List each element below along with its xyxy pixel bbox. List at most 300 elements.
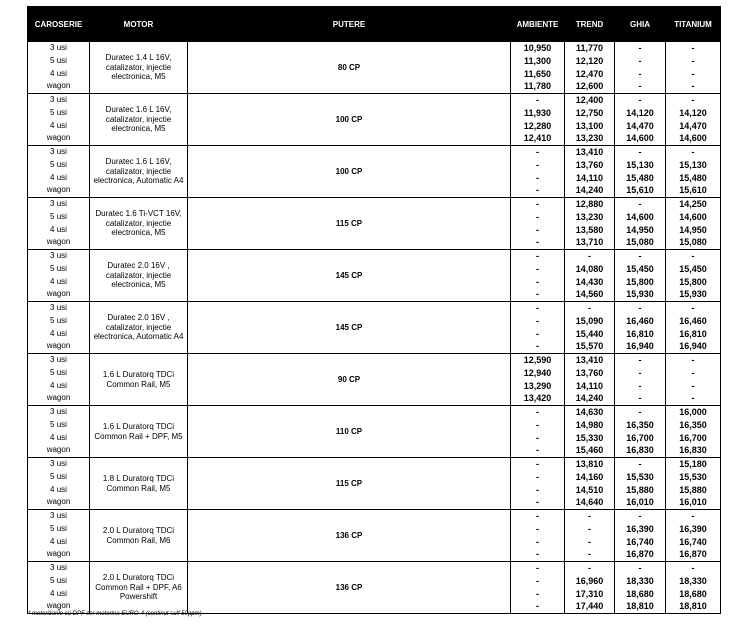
body-type-label: wagon [46,81,71,91]
body-type-label: 5 usi [50,55,67,65]
power-cell: 145 CP [188,250,511,302]
price-table [27,6,721,614]
titanium-price: - [691,81,695,92]
trend-price: 15,460 [575,445,604,456]
power-cell: 100 CP [188,94,511,146]
body-types-cell [28,458,90,510]
body-type-label: 5 usi [50,367,67,377]
trend-price: 13,100 [575,120,604,131]
titanium-price: 14,950 [679,224,707,235]
ghia-price: 14,120 [626,107,654,118]
ghia-price-cell [615,198,666,250]
trend-price: 14,110 [575,172,604,183]
body-type-label: 3 usi [50,407,67,416]
ghia-price: 18,810 [626,601,654,612]
trend-price: 12,750 [575,107,604,118]
power-cell: 115 CP [188,458,511,510]
header-motor: MOTOR [90,7,188,42]
body-types-cell [28,510,90,562]
ambiente-price: 12,410 [523,133,552,144]
titanium-price: 15,610 [679,185,707,196]
titanium-price-cell [666,354,721,406]
ghia-price-cell [615,354,666,406]
body-type-label: 3 usi [50,303,67,312]
titanium-price: 16,830 [679,445,707,456]
body-type-label: 3 usi [50,355,67,364]
ghia-price: 16,700 [626,432,654,443]
ghia-price: 16,390 [626,523,654,534]
ghia-price-cell [615,42,666,94]
trend-price: 15,440 [575,328,604,339]
power-cell: 90 CP [188,354,511,406]
ambiente-price: - [536,95,539,105]
ghia-price: - [638,55,642,66]
ambiente-price: - [536,588,539,599]
titanium-price: - [691,393,695,404]
ghia-price-cell [615,146,666,198]
ghia-price: - [638,95,642,105]
titanium-price: 14,600 [679,133,707,144]
header-titanium: TITANIUM [666,7,721,42]
ambiente-price-cell [511,146,565,198]
ghia-price: 15,080 [626,237,654,248]
motor-cell: Duratec 2.0 16V , catalizator, injectie electronica, Automatic A4 [90,302,188,354]
body-type-label: 4 usi [50,224,67,234]
trend-price: 14,980 [575,419,604,430]
titanium-price: 15,930 [679,289,707,300]
trend-price: 14,430 [575,276,604,287]
body-type-label: 4 usi [50,120,67,130]
body-type-label: 3 usi [50,199,67,208]
motor-cell: Duratec 1.6 L 16V, catalizator, injectie electronica, Automatic A4 [90,146,188,198]
ambiente-price: - [536,224,539,235]
ghia-price: - [638,393,642,404]
table-row [28,42,721,94]
body-type-label: wagon [46,393,71,403]
body-types-cell [28,198,90,250]
body-type-label: 4 usi [50,588,67,598]
ambiente-price-cell [511,42,565,94]
trend-price: 13,230 [575,211,604,222]
motor-cell: Duratec 1.6 Ti-VCT 16V, catalizator, injectie electronica, M5 [90,198,188,250]
trend-price-cell [565,458,615,510]
titanium-price: 15,800 [679,276,707,287]
body-type-label: 4 usi [50,328,67,338]
ambiente-price: - [536,276,539,287]
titanium-price-cell [666,146,721,198]
table-row [28,510,721,562]
ambiente-price: 13,290 [523,380,552,391]
body-type-label: 5 usi [50,263,67,273]
titanium-price: 16,870 [679,549,707,560]
trend-price-cell [565,250,615,302]
ambiente-price: - [536,315,539,326]
ghia-price: 15,610 [626,185,654,196]
ghia-price: - [638,303,642,313]
ghia-price: 15,130 [626,159,654,170]
trend-price-cell [565,94,615,146]
trend-price: 17,310 [575,588,604,599]
trend-price: 14,640 [575,497,604,508]
body-type-label: wagon [46,237,71,247]
ambiente-price: - [536,536,539,547]
trend-price: 14,240 [575,185,604,196]
ghia-price-cell [615,510,666,562]
trend-price: 14,110 [575,380,604,391]
ambiente-price: - [536,407,539,417]
ghia-price: - [638,355,642,365]
body-types-cell [28,302,90,354]
body-types-cell [28,250,90,302]
ghia-price: - [638,563,642,573]
titanium-price: 16,700 [679,432,707,443]
trend-price: 13,410 [575,147,604,157]
ambiente-price: - [536,575,539,586]
trend-price-cell [565,510,615,562]
trend-price-cell [565,406,615,458]
trend-price: 14,630 [575,407,604,417]
ghia-price: - [638,459,642,469]
titanium-price: 14,120 [679,107,707,118]
titanium-price: 16,810 [679,328,707,339]
titanium-price: 15,180 [679,459,707,469]
body-type-label: wagon [46,549,71,559]
titanium-price: 16,010 [679,497,707,508]
trend-price: 13,230 [575,133,604,144]
ambiente-price: - [536,419,539,430]
trend-price: 13,410 [575,355,604,365]
ambiente-price: - [536,237,539,248]
table-row [28,250,721,302]
ghia-price-cell [615,562,666,614]
trend-price: 12,880 [575,199,604,209]
ghia-price: 16,740 [626,536,654,547]
titanium-price-cell [666,510,721,562]
ambiente-price: - [536,289,539,300]
trend-price: - [588,251,591,261]
ghia-price: 16,940 [626,341,654,352]
titanium-price: - [691,95,695,105]
titanium-price: 16,940 [679,341,707,352]
titanium-price: - [691,563,695,573]
titanium-price: - [691,367,695,378]
body-type-label: 3 usi [50,43,67,52]
titanium-price-cell [666,562,721,614]
ghia-price: 16,010 [626,497,654,508]
ghia-price: 15,800 [626,276,654,287]
table-row [28,458,721,510]
motor-cell: Duratec 1.6 L 16V, catalizator, injectie electronica, M5 [90,94,188,146]
trend-price-cell [565,42,615,94]
trend-price: 13,760 [575,159,604,170]
ghia-price: 18,330 [626,575,654,586]
trend-price: 13,710 [575,237,604,248]
ghia-price: - [638,68,642,79]
titanium-price: - [691,380,695,391]
ambiente-price: - [536,199,539,209]
ambiente-price: 12,280 [523,120,552,131]
ambiente-price-cell [511,562,565,614]
trend-price: 14,510 [575,484,604,495]
body-type-label: 4 usi [50,68,67,78]
body-type-label: 3 usi [50,563,67,572]
trend-price: 12,400 [575,95,604,105]
trend-price: 14,080 [575,263,604,274]
motor-cell: Duratec 1.4 L 16V, catalizator, injectie electronica, M5 [90,42,188,94]
trend-price-cell [565,302,615,354]
ambiente-price: - [536,601,539,612]
ghia-price: 16,810 [626,328,654,339]
titanium-price: 15,880 [679,484,707,495]
ghia-price: 15,480 [626,172,654,183]
ambiente-price: - [536,159,539,170]
body-types-cell [28,94,90,146]
body-types-cell [28,562,90,614]
motor-cell: 2.0 L Duratorq TDCi Common Rail, M6 [90,510,188,562]
titanium-price: 18,810 [679,601,707,612]
ghia-price: 14,470 [626,120,654,131]
titanium-price: - [691,147,695,157]
ambiente-price-cell [511,406,565,458]
trend-price: 12,120 [575,55,604,66]
ghia-price: 14,600 [626,133,654,144]
ghia-price: 15,530 [626,471,654,482]
table-row [28,198,721,250]
body-type-label: wagon [46,497,71,507]
trend-price: 12,600 [575,81,604,92]
titanium-price: 18,330 [679,575,707,586]
body-type-label: 3 usi [50,251,67,260]
ambiente-price-cell [511,458,565,510]
ghia-price-cell [615,250,666,302]
ambiente-price: - [536,147,539,157]
titanium-price: 16,390 [679,523,707,534]
body-type-label: wagon [46,601,71,611]
ghia-price-cell [615,94,666,146]
table-row [28,302,721,354]
body-type-label: 4 usi [50,536,67,546]
ambiente-price-cell [511,510,565,562]
trend-price: 17,440 [575,601,604,612]
trend-price: 14,160 [575,471,604,482]
ambiente-price-cell [511,250,565,302]
trend-price-cell [565,354,615,406]
titanium-price: 15,530 [679,471,707,482]
ambiente-price: 10,950 [523,43,552,53]
ghia-price: - [638,199,642,209]
body-type-label: 5 usi [50,159,67,169]
power-cell: 115 CP [188,198,511,250]
body-types-cell [28,406,90,458]
body-type-label: 5 usi [50,575,67,585]
ghia-price: 15,880 [626,484,654,495]
titanium-price: 16,740 [679,536,707,547]
ambiente-price: - [536,211,539,222]
ghia-price: 16,350 [626,419,654,430]
ambiente-price: - [536,511,539,521]
power-cell: 136 CP [188,510,511,562]
ghia-price: 16,870 [626,549,654,560]
ambiente-price: 12,940 [523,367,552,378]
ambiente-price: 13,420 [523,393,552,404]
titanium-price: 14,250 [679,199,707,209]
titanium-price: - [691,43,695,53]
ambiente-price-cell [511,94,565,146]
trend-price: - [588,303,591,313]
ambiente-price: - [536,251,539,261]
trend-price: 15,090 [575,315,604,326]
trend-price: 13,810 [575,459,604,469]
body-type-label: 4 usi [50,380,67,390]
body-type-label: 5 usi [50,419,67,429]
ambiente-price: - [536,549,539,560]
ambiente-price: - [536,471,539,482]
titanium-price: - [691,55,695,66]
titanium-price: 14,470 [679,120,707,131]
body-type-label: wagon [46,445,71,455]
ghia-price: 14,600 [626,211,654,222]
ambiente-price: 11,780 [523,81,552,92]
trend-price: - [588,511,591,521]
ambiente-price: 12,590 [523,355,552,365]
table-row [28,94,721,146]
ambiente-price: - [536,328,539,339]
body-type-label: 5 usi [50,211,67,221]
ghia-price: 15,930 [626,289,654,300]
ambiente-price: 11,300 [523,55,552,66]
ambiente-price-cell [511,198,565,250]
titanium-price: 15,080 [679,237,707,248]
body-type-label: 4 usi [50,172,67,182]
body-type-label: 3 usi [50,459,67,468]
power-cell: 110 CP [188,406,511,458]
ghia-price: - [638,43,642,53]
trend-price-cell [565,562,615,614]
ambiente-price: 11,650 [523,68,552,79]
motor-cell: Duratec 2.0 16V , catalizator, injectie electronica, M5 [90,250,188,302]
header-putere: PUTERE [188,7,511,42]
body-types-cell [28,354,90,406]
motor-cell: 1.6 L Duratorq TDCi Common Rail + DPF, M5 [90,406,188,458]
trend-price: 13,760 [575,367,604,378]
power-cell: 100 CP [188,146,511,198]
ambiente-price: - [536,563,539,573]
titanium-price: 15,450 [679,263,707,274]
titanium-price: - [691,511,695,521]
ambiente-price: - [536,497,539,508]
ambiente-price: - [536,459,539,469]
ambiente-price: - [536,303,539,313]
ghia-price: 15,450 [626,263,654,274]
trend-price: 14,560 [575,289,604,300]
body-type-label: 5 usi [50,471,67,481]
ghia-price: - [638,367,642,378]
body-types-cell [28,42,90,94]
body-types-cell [28,146,90,198]
titanium-price: 15,480 [679,172,707,183]
body-type-label: wagon [46,133,71,143]
power-cell: 136 CP [188,562,511,614]
ghia-price-cell [615,458,666,510]
trend-price-cell [565,198,615,250]
titanium-price: 16,000 [679,407,707,417]
ambiente-price: - [536,185,539,196]
ghia-price: - [638,251,642,261]
ghia-price: - [638,407,642,417]
ambiente-price: - [536,341,539,352]
ghia-price: - [638,511,642,521]
titanium-price-cell [666,406,721,458]
trend-price: 15,570 [575,341,604,352]
trend-price: 13,580 [575,224,604,235]
motor-cell: 1.8 L Duratorq TDCi Common Rail, M5 [90,458,188,510]
ghia-price: - [638,81,642,92]
trend-price: 12,470 [575,68,604,79]
ambiente-price: - [536,432,539,443]
ambiente-price: - [536,263,539,274]
ambiente-price: - [536,445,539,456]
ambiente-price: - [536,172,539,183]
titanium-price: - [691,251,695,261]
body-type-label: 5 usi [50,523,67,533]
ghia-price: 16,830 [626,445,654,456]
ghia-price-cell [615,302,666,354]
titanium-price: 18,680 [679,588,707,599]
body-type-label: 5 usi [50,315,67,325]
trend-price: 14,240 [575,393,604,404]
ambiente-price: - [536,484,539,495]
trend-price: - [588,549,591,560]
body-type-label: wagon [46,289,71,299]
footnote: * motorizarile cu DPF cer motorina EURO-4 (continut sulf 50ppm) [28,611,202,617]
table-row [28,406,721,458]
ghia-price: 18,680 [626,588,654,599]
table-body [28,42,721,614]
body-type-label: wagon [46,185,71,195]
trend-price: - [588,563,591,573]
ambiente-price: 11,930 [523,107,552,118]
titanium-price: 16,460 [679,315,707,326]
trend-price: - [588,536,591,547]
header-ambiente: AMBIENTE [511,7,565,42]
motor-cell: 1.6 L Duratorq TDCi Common Rail, M5 [90,354,188,406]
titanium-price-cell [666,198,721,250]
body-type-label: 3 usi [50,147,67,156]
ghia-price: - [638,380,642,391]
body-type-label: 5 usi [50,107,67,117]
motor-cell: 2.0 L Duratorq TDCi Common Rail + DPF, A6 Powershift [90,562,188,614]
ambiente-price: - [536,523,539,534]
body-type-label: 3 usi [50,95,67,104]
titanium-price-cell [666,94,721,146]
titanium-price: - [691,303,695,313]
titanium-price: - [691,355,695,365]
titanium-price-cell [666,458,721,510]
header-caroserie: CAROSERIE [28,7,90,42]
table-row [28,146,721,198]
table-row [28,354,721,406]
body-type-label: 4 usi [50,276,67,286]
body-type-label: 3 usi [50,511,67,520]
trend-price-cell [565,146,615,198]
titanium-price-cell [666,250,721,302]
titanium-price: 15,130 [679,159,707,170]
body-type-label: 4 usi [50,432,67,442]
body-type-label: wagon [46,341,71,351]
header-ghia: GHIA [615,7,666,42]
titanium-price-cell [666,302,721,354]
ambiente-price-cell [511,354,565,406]
